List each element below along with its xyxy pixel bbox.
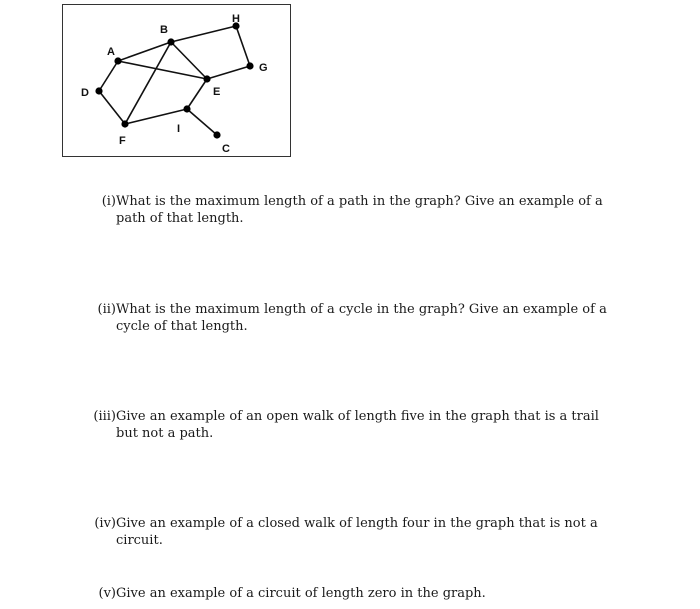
- vertex-c: [213, 131, 220, 138]
- edge-f-i: [125, 109, 187, 124]
- vertex-d: [95, 87, 102, 94]
- question-text: Give an example of a circuit of length zero in the graph.: [116, 586, 486, 601]
- vertex-label-a: A: [107, 46, 115, 58]
- question-number: (iv): [94, 516, 116, 531]
- edge-a-e: [118, 61, 207, 79]
- vertex-label-d: D: [81, 87, 89, 99]
- vertex-label-i: I: [177, 123, 181, 135]
- question-number: (iii): [93, 409, 116, 424]
- question-number: (ii): [97, 302, 116, 317]
- question-2: [80, 301, 610, 335]
- question-4: [80, 515, 610, 549]
- edge-i-c: [187, 109, 217, 135]
- question-5: [80, 585, 610, 602]
- vertex-a: [114, 57, 121, 64]
- edge-e-g: [207, 66, 250, 79]
- edge-e-i: [187, 79, 207, 109]
- edge-a-b: [118, 42, 171, 61]
- vertex-f: [121, 120, 128, 127]
- question-3: [80, 408, 610, 442]
- vertex-label-e: E: [213, 86, 221, 98]
- question-number: (i): [101, 194, 116, 209]
- question-number: (v): [98, 586, 116, 601]
- graph-svg: [63, 5, 292, 158]
- vertex-label-h: H: [232, 13, 240, 25]
- vertex-b: [167, 38, 174, 45]
- vertex-g: [246, 62, 253, 69]
- question-text: What is the maximum length of a path in the graph? Give an example of a path of that length.: [116, 194, 603, 226]
- vertex-label-c: C: [222, 143, 230, 155]
- vertex-label-b: B: [160, 24, 168, 36]
- edge-g-h: [236, 26, 250, 66]
- edge-b-h: [171, 26, 236, 42]
- question-1: [80, 193, 610, 227]
- graph-figure: [62, 4, 291, 157]
- edge-d-f: [99, 91, 125, 124]
- vertex-i: [183, 105, 190, 112]
- vertex-label-f: F: [119, 135, 126, 147]
- edge-b-f: [125, 42, 171, 124]
- vertex-label-g: G: [259, 62, 268, 74]
- vertex-e: [203, 75, 210, 82]
- question-text: What is the maximum length of a cycle in the graph? Give an example of a cycle of that length.: [116, 302, 607, 334]
- edge-a-d: [99, 61, 118, 91]
- question-text: Give an example of an open walk of length five in the graph that is a trail but not a path.: [116, 409, 599, 441]
- question-text: Give an example of a closed walk of length four in the graph that is not a circuit.: [116, 516, 598, 548]
